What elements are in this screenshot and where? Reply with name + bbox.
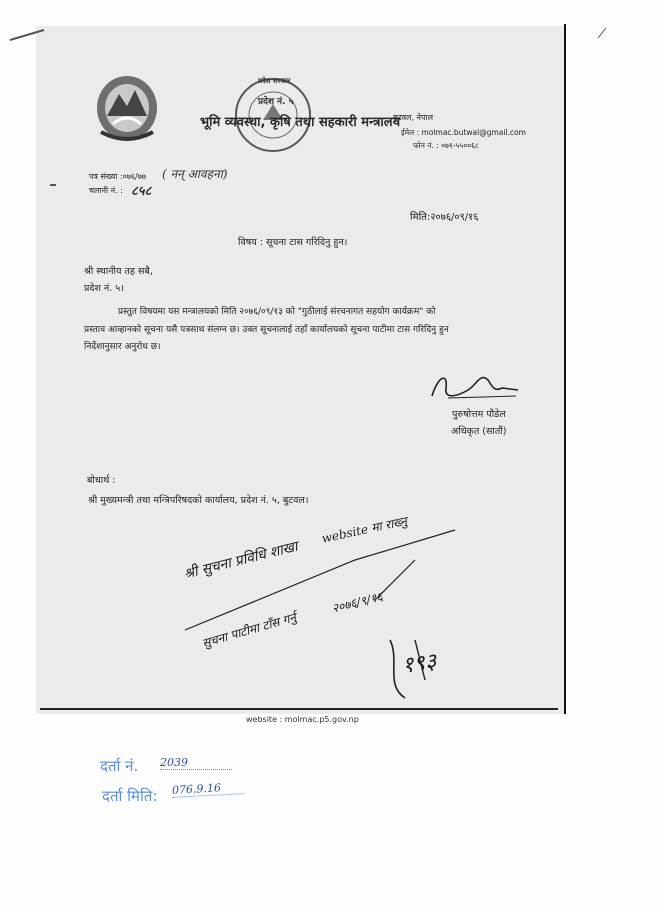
handwritten-initials: १९३ <box>400 649 439 679</box>
stamp-line1: प्रदेश सरकार <box>258 77 291 85</box>
handwritten-underlines <box>175 520 495 710</box>
body-line2: प्रस्ताव आव्हानको सूचना यसै पत्रसाथ संलग्न छ। उक्त सूचनालाई तहाँ कार्यालयको सूचना पाटीमा टास गरिदिनु हुन <box>84 325 449 335</box>
body-line1: प्रस्तुत विषयमा यस मन्त्रालयको मिति २०७६/०९/१३ को "गुठीलाई संरचनागत सहयोग कार्यक्रम" को <box>118 307 436 317</box>
footer-website: website : molmac.p5.gov.np <box>246 715 359 724</box>
ministry-name: भूमि व्यवस्था, कृषि तथा सहकारी मन्त्रालय <box>200 115 401 130</box>
margin-dash <box>50 184 56 186</box>
patra-sankhya-handwritten: ( नन् आवहना) <box>162 167 228 181</box>
chalani-handwritten: ८५८ <box>131 184 152 199</box>
stamp-line2: प्रदेश नं. ५ <box>258 97 294 107</box>
bodhartha-label: बोधार्थ : <box>87 475 116 486</box>
nepal-emblem-icon <box>93 72 161 144</box>
page-edge-line <box>564 24 566 714</box>
patra-sankhya: पत्र संख्या :०७६/७७ <box>89 172 147 181</box>
darta-date-value: 076.9.16 <box>172 780 245 798</box>
scan-edge-mark <box>8 28 48 42</box>
signer-name: पुरुषोत्तम पौडेल <box>452 409 506 420</box>
phone-label: फोन नं. : ०७१-५५००६८ <box>413 141 479 150</box>
recipient-line1: श्री स्थानीय तह सबै, <box>84 266 153 277</box>
handwritten-note-line3: सुचना पाटीमा टाँस गर्नु <box>200 610 298 651</box>
footer-rule <box>40 708 558 710</box>
bodhartha-line1: श्री मुख्यमन्त्री तथा मन्त्रिपरिषदको कार्यालय, प्रदेश नं. ५, बुटवल। <box>88 495 309 506</box>
scan-tick-mark <box>596 26 610 40</box>
letter-date: मिति:२०७६/०९/१६ <box>410 212 479 223</box>
handwritten-note-line2: website मा राख्नु <box>320 513 409 546</box>
letter-subject: विषय : सूचना टास गरिदिनु हुन। <box>238 237 348 248</box>
signer-title: अधिकृत (सातौं) <box>451 426 507 437</box>
body-line3: निर्देशानुसार अनुरोध छ। <box>84 342 161 352</box>
handwritten-note-line1: श्री सुचना प्रविधि शाखा <box>182 538 300 583</box>
darta-number-label: दर्ता नं. <box>100 757 139 775</box>
city-label: बुटवल, नेपाल <box>393 113 434 122</box>
chalani-label: चलानी नं. : <box>89 186 123 195</box>
signature-scribble <box>428 366 524 406</box>
recipient-line2: प्रदेश नं. ५। <box>84 283 124 294</box>
darta-number-value: 2039 <box>160 756 232 770</box>
email-label: ईमेल : molmac.butwal@gmail.com <box>401 128 526 137</box>
handwritten-note-line4: २०७६/९/१६ <box>330 589 385 616</box>
darta-date-label: दर्ता मिति: <box>102 787 158 805</box>
